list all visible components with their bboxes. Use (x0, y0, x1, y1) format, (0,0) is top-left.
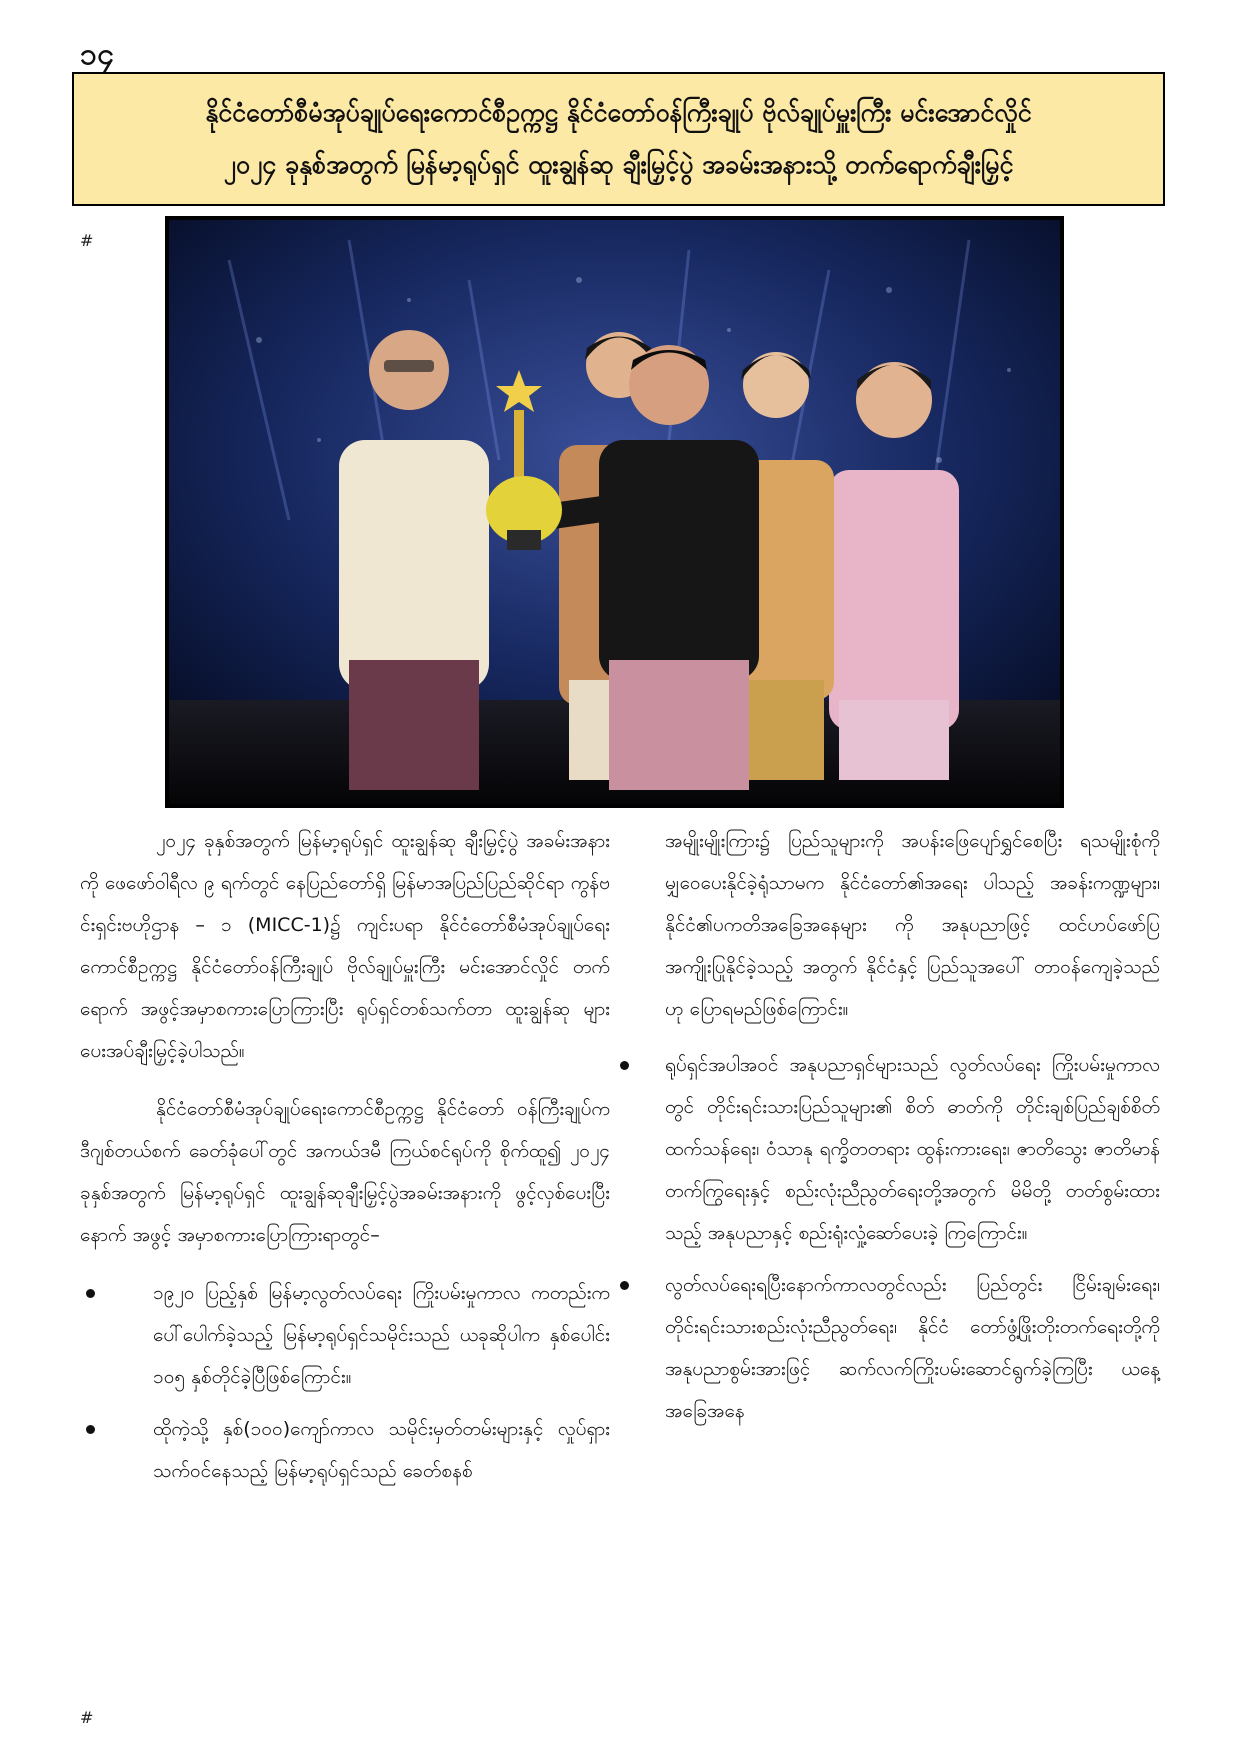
bullet-icon (620, 1061, 629, 1070)
photo-illustration (169, 220, 1060, 804)
list-item (640, 1044, 1160, 1254)
left-bullet-list (80, 1272, 610, 1492)
bullet-text: ရုပ်ရှင်အပါအဝင် အနုပညာရှင်များသည် လွတ်လပ်ရေး ကြိုးပမ်းမှုကာလတွင် တိုင်းရင်းသားပြည်သူများ၏ စိတ် ဓာတ်ကို တိုင်းချစ်ပြည်ချစ်စိတ် ထက်သန်ရေး၊ ဝံသာနု ရက္ခိတတရား ထွန်းကားရေး၊ ဇာတိသွေး ဇာတိမာန် တက်ကြွရေးနှင့် စည်းလုံးညီညွတ်ရေးတို့အတွက် မိမိတို့ တတ်စွမ်းထားသည့် အနုပညာနှင့် စည်းရုံးလှုံ့ဆော်ပေးခဲ့ ကြကြောင်း။ (665, 1054, 1160, 1244)
bullet-text: လွတ်လပ်ရေးရပြီးနောက်ကာလတွင်လည်း ပြည်တွင်း ငြိမ်းချမ်းရေး၊ တိုင်းရင်းသားစည်းလုံးညီညွတ်ရေး၊ နိုင်ငံ တော်ဖွံ့ဖြိုးတိုးတက်ရေးတို့ကို အနုပညာစွမ်းအားဖြင့် ဆက်လက်ကြိုးပမ်းဆောင်ရွက်ခဲ့ကြပြီး ယနေ့အခြေအနေ (665, 1274, 1160, 1422)
hash-mark-top: # (80, 231, 94, 250)
bullet-icon (86, 1425, 95, 1434)
list-item (80, 1272, 610, 1398)
hash-mark-bottom: # (80, 1708, 94, 1727)
headline-line-2: ၂၀၂၄ ခုနှစ်အတွက် မြန်မာ့ရုပ်ရှင် ထူးချွန်ဆု ချီးမြှင့်ပွဲ အခမ်းအနားသို့ တက်ရောက်ချီးမြှင့် (223, 150, 1014, 179)
right-column (640, 820, 1160, 1442)
left-column (80, 820, 610, 1502)
headline-line-1: နိုင်ငံတော်စီမံအုပ်ချုပ်ရေးကောင်စီဥက္ကဋ္ဌ နိုင်ငံတော်ဝန်ကြီးချုပ် ဗိုလ်ချုပ်မှူးကြီး မင်းအောင်လှိုင် (205, 98, 1032, 127)
right-continuation: အမျိုးမျိုးကြား၌ ပြည်သူများကို အပန်းဖြေပျော်ရွှင်စေပြီး ရသမျိုးစုံကို မျှဝေပေးနိုင်ခဲ့ရုံသာမက နိုင်ငံတော်၏အရေး ပါသည့် အခန်းကဏ္ဍများ၊ နိုင်ငံ၏ပကတိအခြေအနေများ ကို အနုပညာဖြင့် ထင်ဟပ်ဖော်ပြ အကျိုးပြုနိုင်ခဲ့သည့် အတွက် နိုင်ငံနှင့် ပြည်သူအပေါ် တာဝန်ကျေခဲ့သည်ဟု ပြောရမည်ဖြစ်ကြောင်း။ (665, 830, 1160, 1020)
right-bullet-list (640, 1044, 1160, 1432)
bullet-icon (86, 1289, 95, 1298)
bullet-icon (620, 1281, 629, 1290)
page-number: ၁၄ (80, 37, 114, 72)
list-item (640, 1264, 1160, 1432)
left-paragraph-1: ၂၀၂၄ ခုနှစ်အတွက် မြန်မာ့ရုပ်ရှင် ထူးချွန်ဆု ချီးမြှင့်ပွဲ အခမ်းအနားကို ဖေဖော်ဝါရီလ ၉ ရက်တွင် နေပြည်တော်ရှိ မြန်မာအပြည်ပြည်ဆိုင်ရာ ကွန်ဗင်းရှင်းဗဟိုဌာန – ၁ (MICC-1)၌ ကျင်းပရာ နိုင်ငံတော်စီမံအုပ်ချုပ်ရေးကောင်စီဥက္ကဋ္ဌ နိုင်ငံတော်ဝန်ကြီးချုပ် ဗိုလ်ချုပ်မှူးကြီး မင်းအောင်လှိုင် တက်ရောက် အဖွင့်အမှာစကားပြောကြားပြီး ရုပ်ရှင်တစ်သက်တာ ထူးချွန်ဆု များ ပေးအပ်ချီးမြှင့်ခဲ့ပါသည်။ (80, 830, 610, 1062)
list-item (80, 1408, 610, 1492)
bullet-text: ထိုကဲ့သို့ နှစ်(၁၀၀)ကျော်ကာလ သမိုင်းမှတ်တမ်းများနှင့် လှုပ်ရှားသက်ဝင်နေသည့် မြန်မာ့ရုပ်ရှင်သည် ခေတ်စနစ် (153, 1418, 610, 1482)
award-ceremony-photo (165, 216, 1064, 808)
bullet-text: ၁၉၂၀ ပြည့်နှစ် မြန်မာ့လွတ်လပ်ရေး ကြိုးပမ်းမှုကာလ ကတည်းက ပေါ်ပေါက်ခဲ့သည့် မြန်မာ့ရုပ်ရှင်သမိုင်းသည် ယခုဆိုပါက နှစ်ပေါင်း ၁၀၅ နှစ်တိုင်ခဲ့ပြီဖြစ်ကြောင်း။ (153, 1282, 610, 1388)
headline-box (72, 72, 1165, 206)
left-paragraph-2: နိုင်ငံတော်စီမံအုပ်ချုပ်ရေးကောင်စီဥက္ကဋ္ဌ နိုင်ငံတော် ဝန်ကြီးချုပ်က ဒီဂျစ်တယ်စက် ခေတ်ခုံပေါ်တွင် အကယ်ဒမီ ကြယ်စင်ရုပ်ကို စိုက်ထူ၍ ၂၀၂၄ ခုနှစ်အတွက် မြန်မာ့ရုပ်ရှင် ထူးချွန်ဆုချီးမြှင့်ပွဲအခမ်းအနားကို ဖွင့်လှစ်ပေးပြီးနောက် အဖွင့် အမှာစကားပြောကြားရာတွင်– (80, 1098, 610, 1246)
